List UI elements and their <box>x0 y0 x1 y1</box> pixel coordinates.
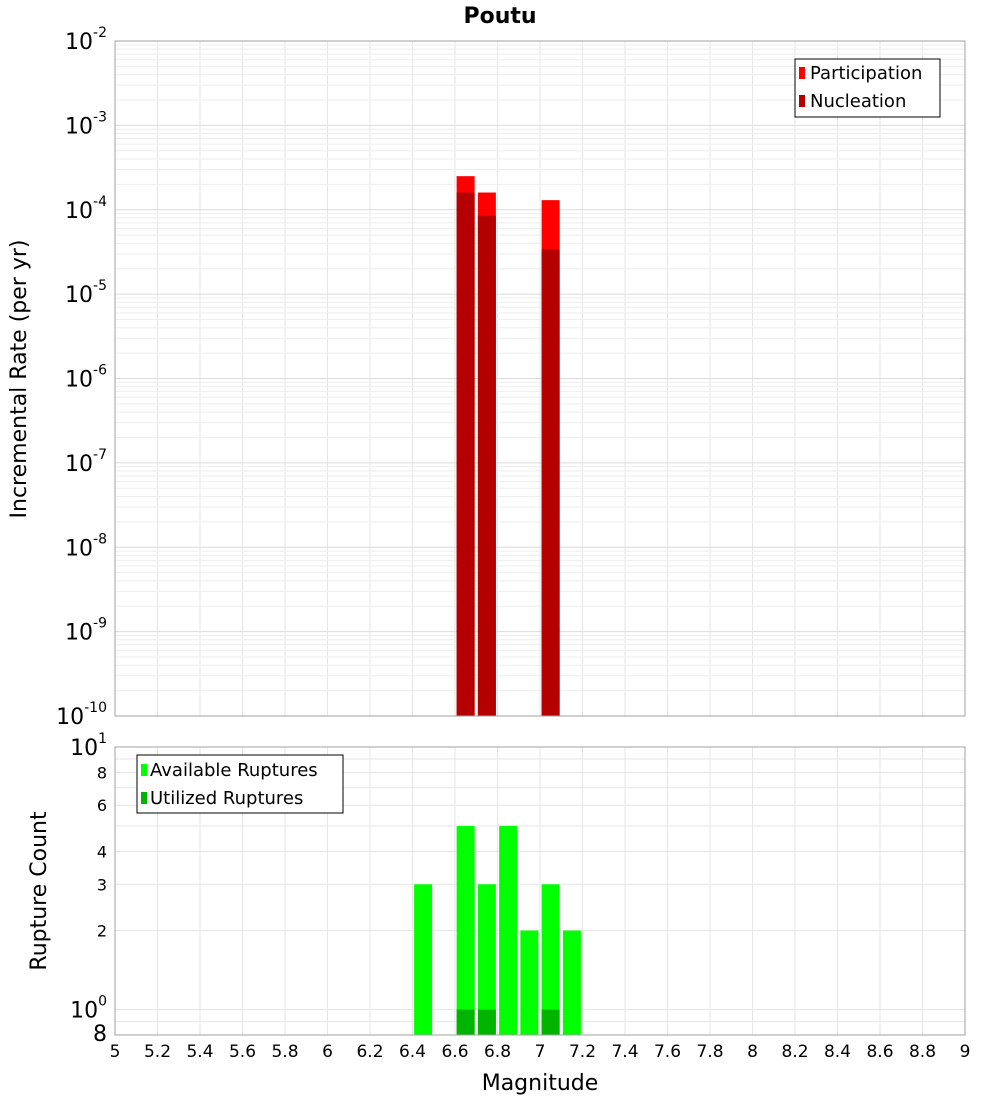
x-tick-label: 5.8 <box>271 1042 299 1062</box>
x-tick-label: 5 <box>109 1042 121 1062</box>
count-legend-swatch <box>141 792 147 804</box>
x-tick-label: 6.4 <box>398 1042 427 1062</box>
count-y-axis-label: Rupture Count <box>27 811 52 971</box>
x-tick-label: 6.8 <box>483 1042 512 1062</box>
rate-legend-label: Nucleation <box>810 91 907 112</box>
rate-legend-swatch <box>799 67 805 79</box>
x-tick-label: 7.4 <box>611 1042 639 1062</box>
x-tick-label: 6.6 <box>441 1042 469 1062</box>
available-ruptures-bar <box>414 884 432 1035</box>
x-tick-label: 6.2 <box>356 1042 384 1062</box>
count-legend-label: Available Ruptures <box>150 760 318 781</box>
utilized-ruptures-bar <box>478 1010 496 1035</box>
nucleation-bar <box>478 216 496 716</box>
count-y-tick-label: 8 <box>96 763 107 783</box>
x-tick-label: 6 <box>322 1042 333 1062</box>
x-tick-label: 5.4 <box>186 1042 214 1062</box>
rate-y-tick-label: 10-6 <box>65 362 107 393</box>
rate-legend-label: Participation <box>810 63 923 84</box>
x-tick-label: 7.2 <box>568 1042 597 1062</box>
count-legend-swatch <box>141 764 147 776</box>
nucleation-bar <box>457 193 475 716</box>
rate-y-tick-label: 10-7 <box>65 446 107 477</box>
rate-legend <box>795 59 940 117</box>
rate-y-tick-label: 10-2 <box>65 25 107 55</box>
count-y-tick-label: 100 <box>70 993 107 1024</box>
x-tick-label: 8.6 <box>866 1042 894 1062</box>
count-legend-label: Utilized Ruptures <box>150 788 304 809</box>
x-tick-label: 7.6 <box>653 1042 682 1062</box>
x-axis-label: Magnitude <box>481 1071 599 1096</box>
utilized-ruptures-bar <box>457 1010 475 1035</box>
x-tick-label: 7.8 <box>696 1042 724 1062</box>
rate-legend-swatch <box>799 95 805 107</box>
rate-y-tick-label: 10-5 <box>65 278 107 309</box>
count-y-tick-label: 8 <box>93 1022 107 1047</box>
available-ruptures-bar <box>499 826 517 1035</box>
available-ruptures-bar <box>520 931 538 1035</box>
count-plot <box>70 731 970 1062</box>
available-ruptures-bar <box>563 931 581 1035</box>
x-tick-label: 8.2 <box>781 1042 809 1062</box>
count-y-tick-label: 2 <box>96 921 107 941</box>
available-ruptures-bar <box>457 826 475 1035</box>
x-tick-label: 8 <box>747 1042 758 1062</box>
count-y-tick-label: 3 <box>96 875 107 895</box>
x-tick-label: 7 <box>534 1042 546 1062</box>
rate-plot <box>56 25 965 730</box>
x-tick-label: 8.8 <box>908 1042 937 1062</box>
count-y-tick-label: 6 <box>96 796 107 816</box>
x-tick-label: 9 <box>959 1042 971 1062</box>
rate-y-tick-label: 10-10 <box>56 700 107 730</box>
rate-y-tick-label: 10-3 <box>65 109 107 140</box>
count-y-tick-label: 101 <box>70 731 107 761</box>
count-y-tick-label: 4 <box>96 842 107 862</box>
count-legend <box>137 755 343 813</box>
utilized-ruptures-bar <box>542 1010 560 1035</box>
x-tick-label: 5.2 <box>143 1042 172 1062</box>
rate-y-tick-label: 10-4 <box>65 193 107 224</box>
rate-y-tick-label: 10-9 <box>65 615 107 646</box>
x-tick-label: 8.4 <box>823 1042 852 1062</box>
rate-y-axis-label: Incremental Rate (per yr) <box>7 239 32 519</box>
rate-y-tick-label: 10-8 <box>65 531 107 562</box>
nucleation-bar <box>542 249 560 716</box>
x-tick-label: 5.6 <box>228 1042 257 1062</box>
chart-title: Poutu <box>463 4 537 29</box>
